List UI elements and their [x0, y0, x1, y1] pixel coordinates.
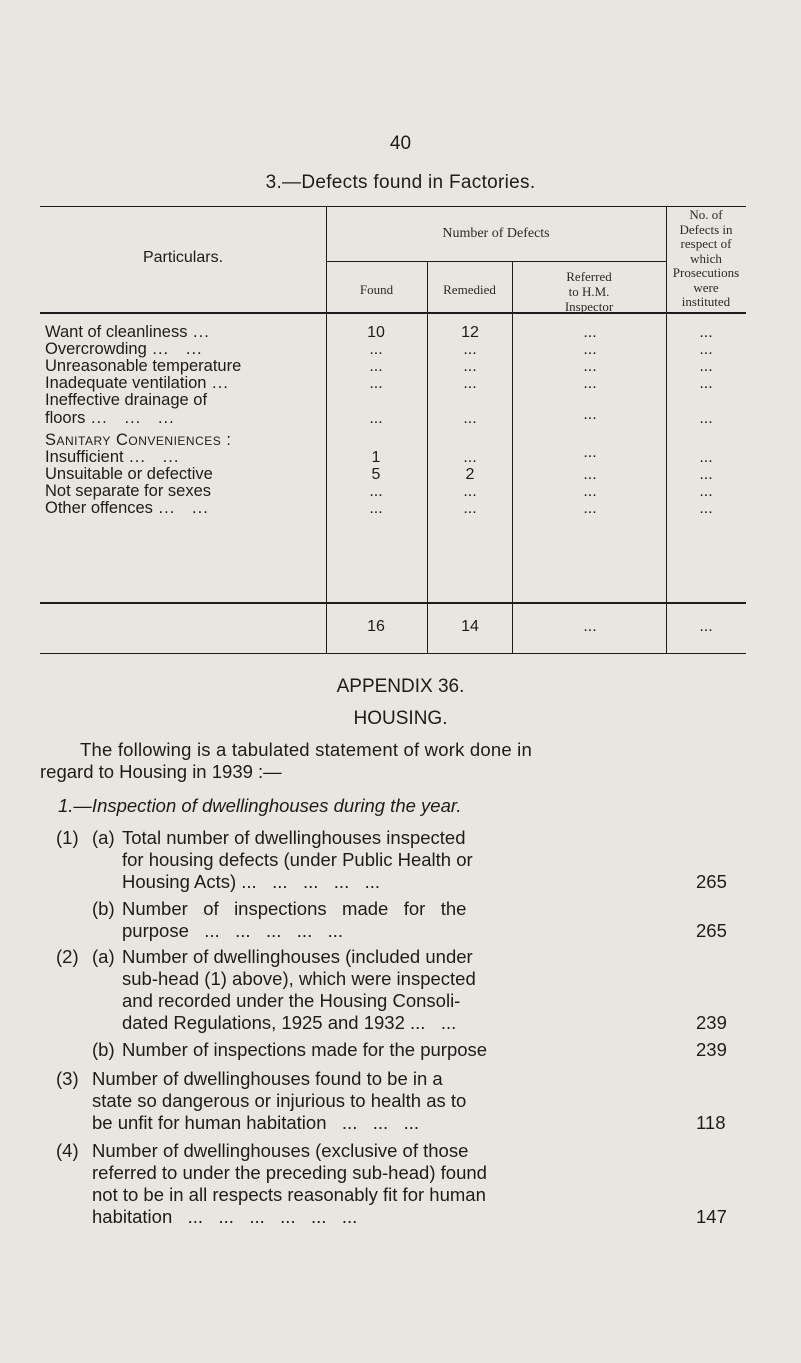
cell-remedied: ... — [463, 341, 477, 358]
item-subletter: (a) — [92, 946, 115, 967]
appendix-title: APPENDIX 36. — [336, 676, 465, 697]
item-line: habitation ... ... ... ... ... ... — [92, 1206, 358, 1227]
cell-referred: ... — [583, 500, 597, 517]
col-divider-2 — [427, 262, 428, 654]
item-number: (1) — [56, 827, 79, 848]
cell-found: ... — [369, 358, 383, 375]
header-found: Found — [359, 282, 394, 297]
row-label: Unsuitable or defective — [45, 465, 213, 483]
item-line: Number of dwellinghouses (included under — [122, 946, 473, 967]
item-line: for housing defects (under Public Health or — [122, 849, 473, 870]
cell-remedied: ... — [463, 375, 477, 392]
item-value: 265 — [696, 920, 727, 941]
cell-remedied: ... — [463, 483, 477, 500]
list-item — [56, 898, 746, 942]
header-referred-line: Referred — [566, 269, 612, 284]
item-line: be unfit for human habitation ... ... ... — [92, 1112, 420, 1133]
total-referred: ... — [583, 618, 597, 635]
item-subletter: (b) — [92, 898, 115, 919]
item-value: 118 — [696, 1112, 726, 1133]
cell-found: 10 — [367, 324, 385, 341]
row-leader: ... ... — [123, 448, 180, 466]
cell-referred: ... — [583, 444, 597, 461]
header-prosecutions-line: Defects in — [679, 221, 733, 237]
header-referred-line: to H.M. — [568, 284, 610, 299]
item-line: state so dangerous or injurious to health as to — [92, 1090, 467, 1111]
cell-remedied: 12 — [461, 324, 479, 341]
intro-line: The following is a tabulated statement of work done in — [80, 739, 532, 760]
header-prosecutions-line: Prosecutions — [672, 265, 740, 280]
cell-prosecutions: ... — [699, 500, 713, 517]
cell-found: ... — [369, 375, 383, 392]
cell-prosecutions: ... — [699, 375, 713, 392]
row-label: Other offences — [45, 499, 153, 517]
item-subletter: (b) — [92, 1039, 115, 1060]
cell-found: ... — [369, 483, 383, 500]
item-line: Number of inspections made for the — [122, 898, 467, 919]
cell-remedied: ... — [463, 358, 477, 375]
intro-paragraph — [40, 739, 740, 783]
list-item — [56, 1140, 746, 1228]
header-prosecutions — [666, 208, 746, 310]
cell-found: ... — [369, 410, 383, 427]
cell-remedied: ... — [463, 410, 477, 427]
cell-prosecutions: ... — [699, 449, 713, 466]
header-prosecutions-line: respect of — [680, 236, 732, 251]
row-leader: ... — [206, 374, 229, 392]
item-line: sub-head (1) above), which were inspected — [122, 968, 476, 989]
cell-found: ... — [369, 341, 383, 358]
header-prosecutions-line: which — [690, 250, 722, 266]
cell-remedied: 2 — [465, 466, 475, 483]
cell-prosecutions: ... — [699, 324, 713, 341]
item-line: not to be in all respects reasonably fit for human — [92, 1184, 486, 1205]
item-number: (4) — [56, 1140, 79, 1161]
appendix-subtitle: HOUSING. — [353, 708, 448, 729]
total-prosecutions: ... — [699, 618, 713, 635]
list-item — [56, 946, 746, 1034]
header-prosecutions-line: were — [693, 279, 719, 295]
row-label: Overcrowding — [45, 340, 147, 358]
total-found: 16 — [367, 618, 385, 635]
item-line: Number of inspections made for the purpose — [122, 1039, 488, 1060]
item-line: Total number of dwellinghouses inspected — [122, 827, 466, 848]
table-bottom-rule — [40, 653, 746, 654]
cell-found: 1 — [371, 449, 381, 466]
body-bottom-rule — [40, 602, 746, 604]
item-line: Housing Acts) ... ... ... ... ... — [122, 871, 381, 892]
row-leader: ... ... ... — [85, 409, 175, 427]
item-value: 239 — [696, 1012, 727, 1033]
cell-referred: ... — [583, 406, 597, 423]
item-line: purpose ... ... ... ... ... — [122, 920, 344, 941]
item-line: Number of dwellinghouses (exclusive of those — [92, 1140, 469, 1161]
group-header-rule — [326, 261, 666, 262]
cell-referred: ... — [583, 324, 597, 341]
cell-remedied: ... — [463, 449, 477, 466]
row-label: Not separate for sexes — [45, 482, 211, 500]
total-remedied: 14 — [461, 618, 479, 635]
item-line: Number of dwellinghouses found to be in a — [92, 1068, 443, 1089]
item-line: referred to under the preceding sub-head) found — [92, 1162, 487, 1183]
header-particulars: Particulars. — [142, 249, 224, 266]
list-item — [56, 1039, 746, 1061]
page-number: 40 — [389, 133, 412, 154]
cell-found: ... — [369, 500, 383, 517]
row-label: Inadequate ventilation — [45, 374, 207, 392]
row-label: Want of cleanliness — [45, 323, 188, 341]
list-item — [56, 1068, 746, 1134]
header-referred-line: Inspector — [564, 299, 614, 314]
section-heading: 1.—Inspection of dwellinghouses during the year. — [58, 795, 462, 816]
row-leader: ... — [187, 323, 210, 341]
cell-prosecutions: ... — [699, 341, 713, 358]
cell-referred: ... — [583, 466, 597, 483]
item-number: (3) — [56, 1068, 79, 1089]
row-label: floors — [45, 409, 86, 427]
row-label: Sanitary Conveniences : — [45, 431, 232, 449]
col-divider-3 — [512, 262, 513, 654]
defects-table — [40, 206, 746, 654]
table-top-rule — [40, 206, 746, 207]
cell-referred: ... — [583, 358, 597, 375]
cell-prosecutions: ... — [699, 466, 713, 483]
cell-referred: ... — [583, 483, 597, 500]
cell-referred: ... — [583, 375, 597, 392]
row-label: Ineffective drainage of — [45, 391, 208, 409]
cell-prosecutions: ... — [699, 483, 713, 500]
item-value: 239 — [696, 1039, 727, 1060]
item-value: 265 — [696, 871, 727, 892]
header-prosecutions-line: No. of — [689, 207, 723, 222]
item-line: dated Regulations, 1925 and 1932 ... ... — [122, 1012, 457, 1033]
item-line: and recorded under the Housing Consoli- — [122, 990, 461, 1011]
intro-line: regard to Housing in 1939 :— — [40, 761, 282, 782]
header-number-of-defects: Number of Defects — [442, 226, 550, 241]
item-number: (2) — [56, 946, 79, 967]
table-title: 3.—Defects found in Factories. — [265, 172, 536, 193]
item-subletter: (a) — [92, 827, 115, 848]
col-divider-1 — [326, 206, 327, 654]
list-item — [56, 827, 746, 893]
row-leader: ... ... — [152, 499, 209, 517]
row-label: Unreasonable temperature — [45, 357, 242, 375]
header-remedied: Remedied — [443, 282, 496, 297]
row-label: Insufficient — [45, 448, 124, 466]
cell-referred: ... — [583, 341, 597, 358]
header-referred — [512, 269, 666, 314]
cell-remedied: ... — [463, 500, 477, 517]
cell-prosecutions: ... — [699, 358, 713, 375]
cell-found: 5 — [371, 466, 381, 483]
item-value: 147 — [696, 1206, 727, 1227]
row-leader: ... ... — [146, 340, 203, 358]
header-prosecutions-line: instituted — [681, 294, 731, 309]
cell-prosecutions: ... — [699, 410, 713, 427]
